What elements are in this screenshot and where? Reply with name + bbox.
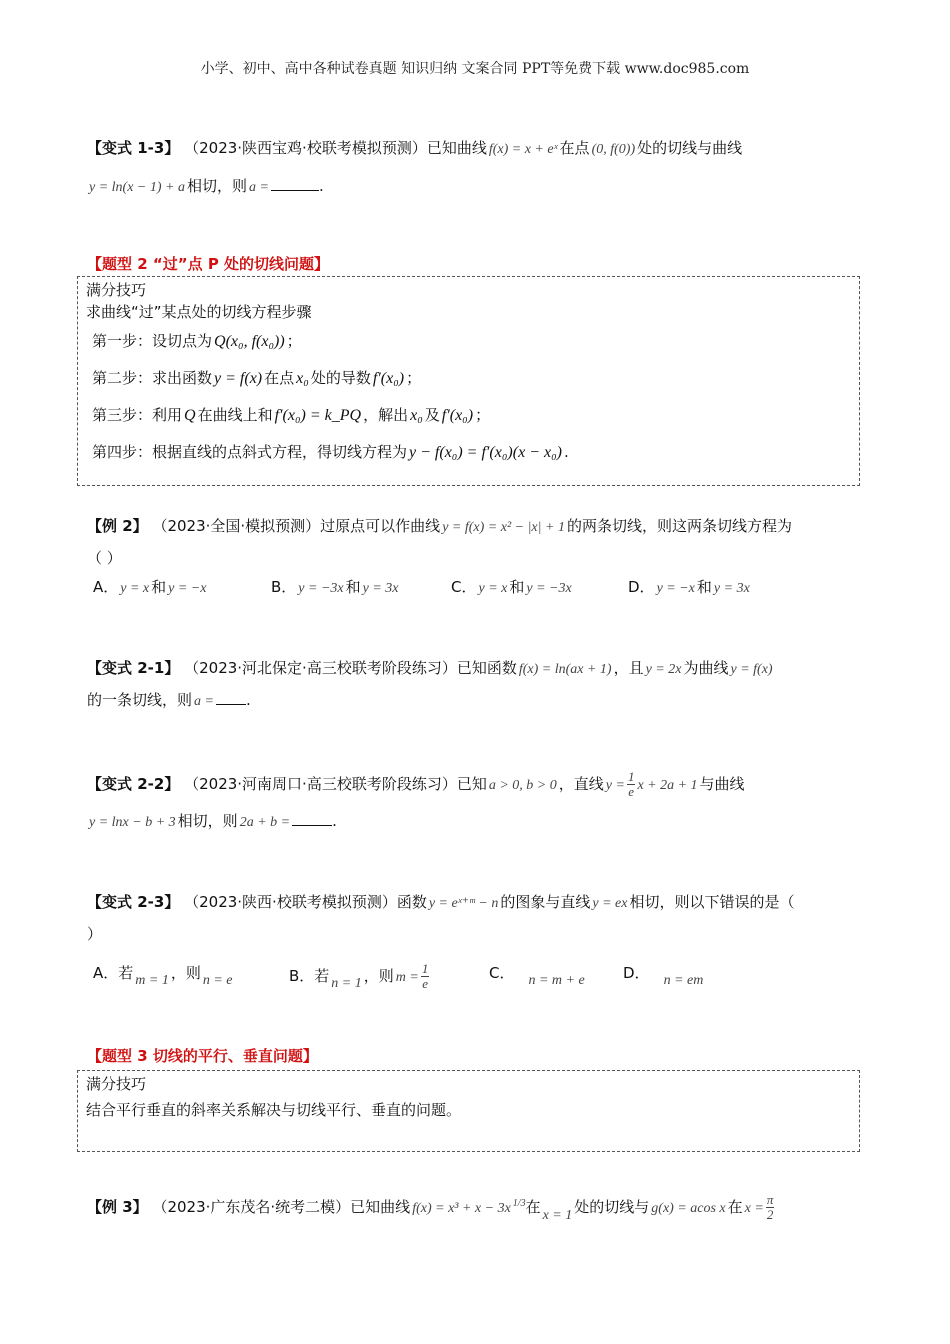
text: . (563, 443, 569, 461)
label: B． (271, 578, 297, 596)
text: 已知 (456, 775, 487, 793)
math: y − f(x₀) = f′(x₀)(x − x₀) (409, 444, 562, 461)
step-2 (86, 360, 851, 397)
text: 已知曲线 (350, 1198, 411, 1216)
math: x₀ (410, 407, 423, 424)
math: m = 1 (135, 973, 169, 988)
source: （2023·广东茂名·统考二模） (152, 1198, 351, 1216)
math: y = x (478, 581, 508, 596)
page-header: 小学、初中、高中各种试卷真题 知识归纳 文案合同 PPT等免费下载 www.doc985.com (200, 61, 750, 77)
math: y = 2x (645, 662, 682, 677)
option-a (93, 576, 208, 597)
label: D． (623, 964, 650, 982)
frac-num: π (766, 1192, 774, 1207)
variant-tag: 【变式 2-1】 (87, 659, 180, 677)
source: （2023·河北保定·高三校联考阶段练习） (184, 659, 457, 677)
math-curve: y = ln(x − 1) + a (89, 180, 185, 195)
answer-blank (216, 690, 246, 705)
text: ； (286, 332, 302, 350)
math: y = ex (592, 896, 628, 911)
option-a (93, 962, 235, 988)
math: x₀ (296, 370, 309, 387)
text: . (332, 812, 337, 830)
math: x = (744, 1201, 764, 1216)
frac-den: e (628, 784, 635, 799)
text: 处的切线与曲线 (637, 139, 743, 157)
math: y = lnx − b + 3 (89, 815, 176, 830)
step-3 (86, 397, 851, 434)
text: ； (406, 369, 422, 387)
example-3 (87, 1192, 867, 1222)
option-d (628, 576, 752, 597)
text: 在曲线上和 (197, 406, 273, 424)
text: ） (87, 925, 103, 943)
variant-tag: 【变式 2-3】 (87, 893, 180, 911)
math: y = 3x (713, 581, 750, 596)
math: Q (184, 407, 196, 424)
text: 在 (525, 1198, 541, 1216)
text: ，直线 (558, 775, 604, 793)
text: 相切，则以下错误的是（ (629, 893, 795, 911)
math: m = (395, 970, 419, 985)
text: 为曲线 (683, 659, 729, 677)
text: 的图象与直线 (500, 893, 591, 911)
text: 和 (696, 578, 712, 596)
example-tag: 【例 2】 (87, 517, 148, 535)
label: C． (489, 964, 515, 982)
text: . (318, 177, 324, 195)
option-b (271, 576, 401, 597)
math-point: (0, f(0)) (591, 142, 636, 157)
tips-subtitle: 求曲线“过”某点处的切线方程步骤 (86, 303, 312, 321)
text: 相切，则 (186, 177, 247, 195)
text: 的一条切线，则 (87, 691, 193, 709)
text: 和 (509, 578, 525, 596)
text: ，则 (363, 967, 394, 985)
text: 在点 (559, 139, 590, 157)
text: ； (475, 406, 491, 424)
label: D． (628, 578, 655, 596)
variant-2-3 (87, 890, 867, 946)
text: 第二步：求出函数 (92, 369, 213, 387)
math-a: a = (249, 180, 269, 195)
math: y = eˣ⁺ᵐ − n (428, 896, 499, 911)
variant-2-1 (87, 656, 867, 714)
math: x = 1 (542, 1208, 573, 1223)
math: f′(x₀) (441, 407, 474, 424)
tips-box-type2 (77, 276, 860, 486)
example-2 (87, 514, 867, 570)
option-c (489, 962, 587, 988)
math: n = m + e (528, 973, 585, 988)
math: n = 1 (331, 976, 362, 991)
option-b (289, 962, 429, 991)
variant-2-2 (87, 770, 867, 835)
source: （2023·陕西·校联考模拟预测） (184, 893, 397, 911)
text: 相切，则 (177, 812, 238, 830)
step-4 (86, 434, 851, 471)
math: f′(x₀) = k_PQ (274, 407, 362, 424)
tips-title: 满分技巧 (86, 281, 147, 299)
math: y = f(x) = x² − |x| + 1 (442, 520, 565, 535)
text: 在点 (264, 369, 295, 387)
math: a = (194, 694, 214, 709)
tips-title: 满分技巧 (86, 1075, 147, 1093)
math: y = f(x) (214, 370, 263, 387)
text: 第三步：利用 (92, 406, 183, 424)
variant-1-3 (87, 136, 867, 200)
label: C． (451, 578, 477, 596)
exponent: 1/3 (512, 1198, 526, 1209)
math: y = 3x (362, 581, 399, 596)
option-c (451, 576, 574, 597)
math: y = −x (656, 581, 695, 596)
math: f(x) = x³ + x − 3x (412, 1201, 511, 1216)
tips-box-type3 (77, 1070, 860, 1152)
text: 和 (345, 578, 361, 596)
section-title-type2: 【题型 2 “过”点 P 处的切线问题】 (87, 255, 330, 273)
math: 2a + b = (239, 815, 291, 830)
step-1 (86, 323, 851, 360)
math: y = −3x (298, 581, 344, 596)
text: 和 (151, 578, 167, 596)
math: x + 2a + 1 (637, 778, 698, 793)
text: 第四步：根据直线的点斜式方程，得切线方程为 (92, 443, 408, 461)
source: （2023·全国·模拟预测） (152, 517, 321, 535)
text: 及 (424, 406, 440, 424)
option-d (623, 962, 705, 988)
text: . (245, 691, 251, 709)
text: 与曲线 (699, 775, 745, 793)
text: 在 (727, 1198, 743, 1216)
frac-num: 1 (421, 961, 429, 976)
text: 的两条切线，则这两条切线方程为 (566, 517, 792, 535)
text: ，解出 (363, 406, 409, 424)
text: 已知曲线 (426, 139, 487, 157)
text: 处的切线与 (574, 1198, 650, 1216)
math: n = em (663, 973, 704, 988)
tips-text: 结合平行垂直的斜率关系解决与切线平行、垂直的问题。 (86, 1101, 462, 1119)
math-Q: Q(x₀, f(x₀)) (214, 333, 285, 350)
text: 过原点可以作曲线 (320, 517, 441, 535)
math: a > 0, b > 0 (488, 778, 557, 793)
variant-tag: 【变式 2-2】 (87, 775, 180, 793)
label: A． (93, 578, 119, 596)
text: ，且 (613, 659, 644, 677)
frac-den: e (422, 976, 428, 991)
text: 处的导数 (310, 369, 371, 387)
fraction (766, 1193, 775, 1222)
math: f(x) = ln(ax + 1) (518, 662, 612, 677)
answer-paren: （ ） (87, 549, 122, 567)
text: 函数 (396, 893, 427, 911)
text: 已知函数 (456, 659, 517, 677)
label: A．若 (93, 964, 134, 982)
math-fx: f(x) = x + eˣ (488, 142, 558, 157)
label: B．若 (289, 967, 330, 985)
source: （2023·陕西宝鸡·校联考模拟预测） (184, 139, 427, 157)
math: n = e (202, 973, 233, 988)
answer-blank (271, 176, 319, 191)
source: （2023·河南周口·高三校联考阶段练习） (184, 775, 457, 793)
answer-blank (292, 811, 332, 826)
text: 第一步：设切点为 (92, 332, 213, 350)
fraction (421, 962, 430, 991)
text: ，则 (170, 964, 201, 982)
frac-num: 1 (627, 769, 635, 784)
math: y = (605, 778, 625, 793)
math: y = f(x) (730, 662, 773, 677)
math: y = x (120, 581, 150, 596)
variant-tag: 【变式 1-3】 (87, 139, 180, 157)
math: y = −x (168, 581, 207, 596)
example-tag: 【例 3】 (87, 1198, 148, 1216)
frac-den: 2 (766, 1207, 774, 1222)
math: g(x) = acos x (651, 1201, 726, 1216)
section-title-type3: 【题型 3 切线的平行、垂直问题】 (87, 1047, 318, 1065)
math: y = −3x (526, 581, 572, 596)
math: f′(x₀) (372, 370, 405, 387)
